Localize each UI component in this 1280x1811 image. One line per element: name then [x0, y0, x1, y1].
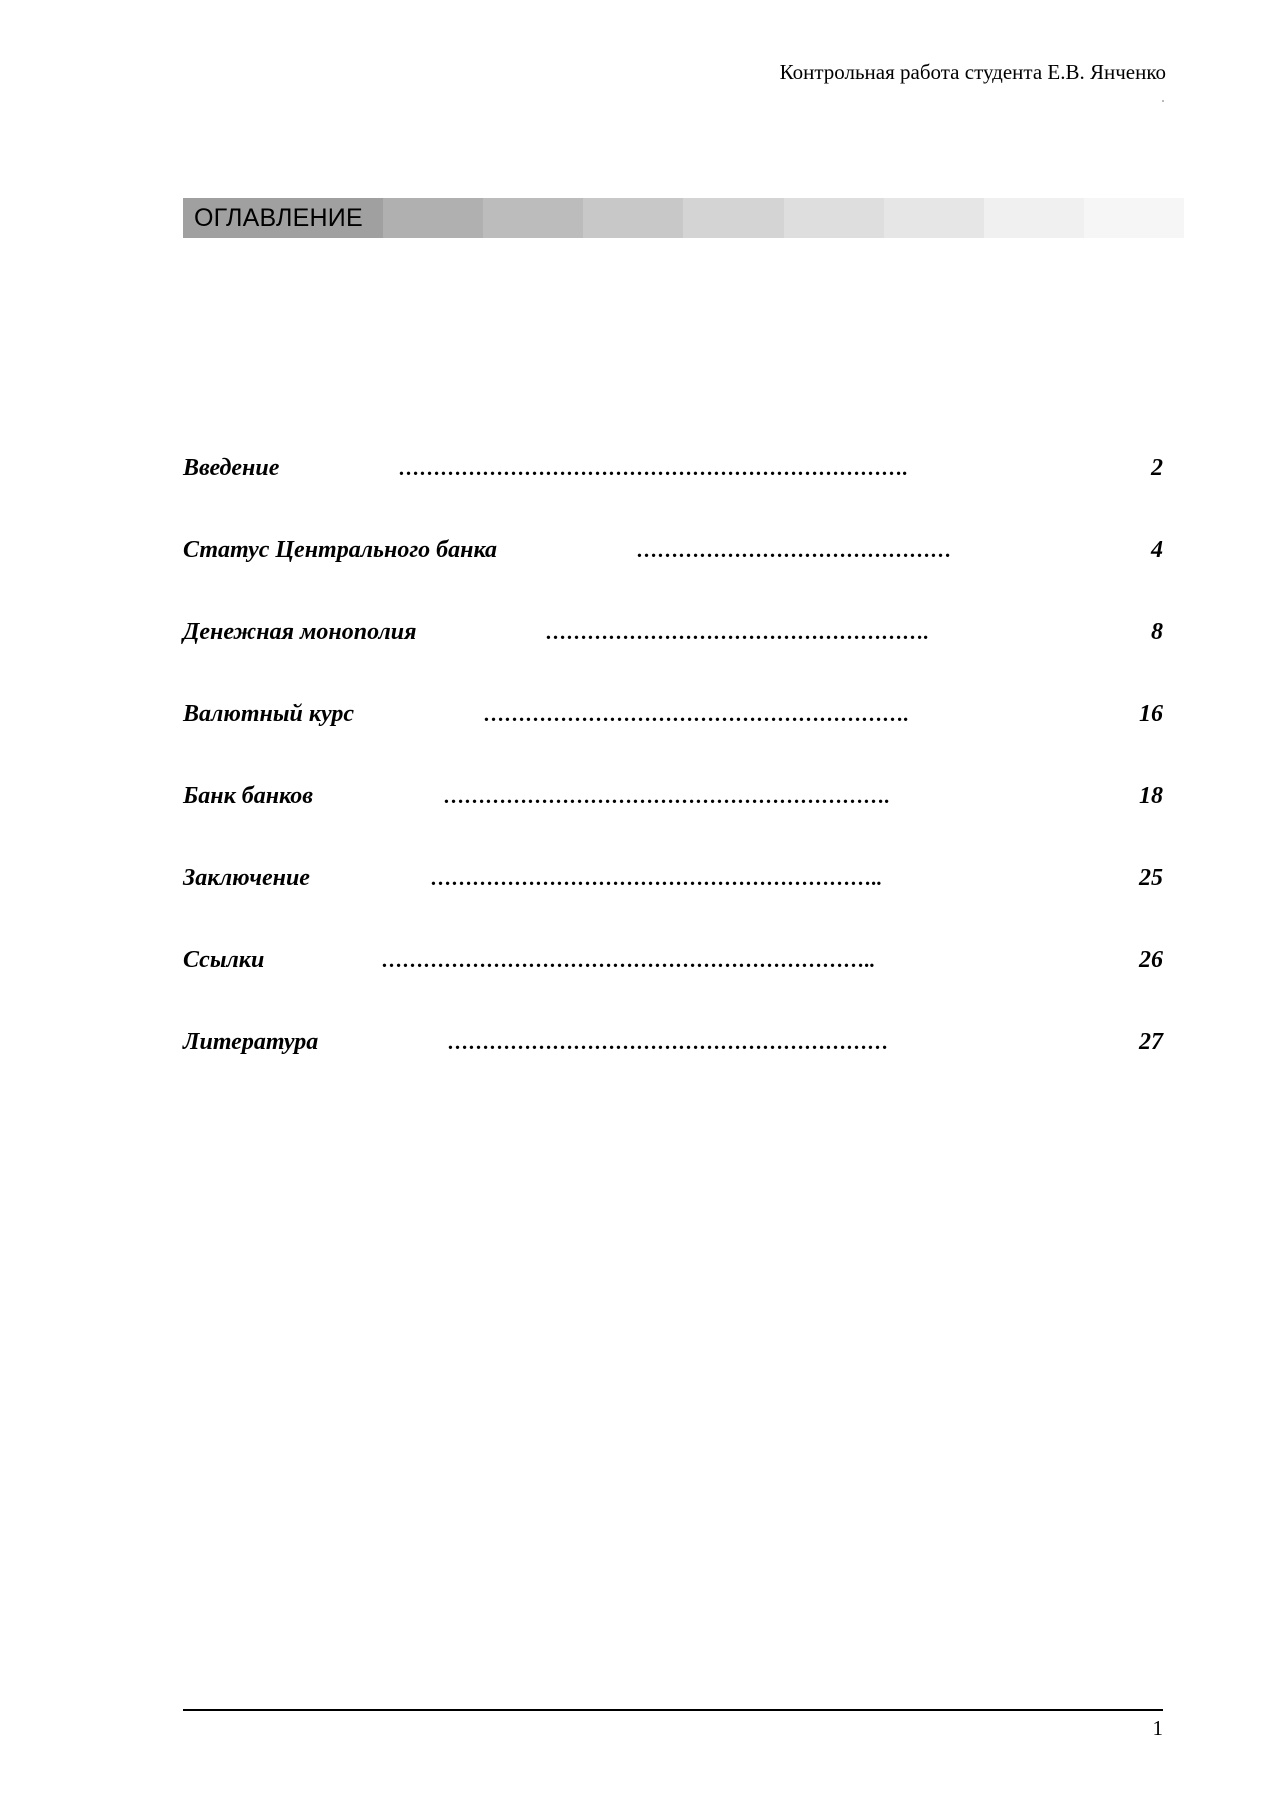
page-number: 1 [1152, 1716, 1163, 1740]
band-segment [1084, 198, 1184, 238]
toc-entry-page: 4 [1151, 537, 1163, 563]
toc-entry-title: Статус Центрального банка [183, 537, 498, 563]
band-segment [784, 198, 884, 238]
toc-entry-title: Литература [183, 1029, 319, 1055]
running-header: Контрольная работа студента Е.В. Янченко [779, 60, 1166, 84]
toc-entry-conclusion[interactable] [0, 858, 1280, 898]
toc-entry-page: 18 [1139, 783, 1163, 809]
toc-entry-leader: ……………………………………… [636, 538, 951, 562]
toc-entry-title: Денежная монополия [183, 619, 417, 645]
toc-entry-page: 8 [1151, 619, 1163, 645]
toc-entry-leader: ……………………………………………………….. [430, 866, 882, 890]
toc-heading: ОГЛАВЛЕНИЕ [194, 204, 363, 232]
toc-entry-page: 25 [1139, 865, 1163, 891]
toc-entry-page: 16 [1139, 701, 1163, 727]
toc-entry-exchange-rate[interactable] [0, 694, 1280, 734]
toc-entry-title: Ссылки [183, 947, 265, 973]
toc-entry-title: Введение [183, 455, 280, 481]
toc-entry-introduction[interactable] [0, 448, 1280, 488]
toc-entry-leader: ……………………………………………………… [447, 1030, 888, 1054]
toc-entry-leader: ………………………………………………………. [443, 784, 890, 808]
toc-entry-money-monopoly[interactable] [0, 612, 1280, 652]
toc-entry-leader: ………………………………………………………………. [398, 456, 908, 480]
toc-entry-page: 27 [1139, 1029, 1163, 1055]
band-segment [683, 198, 783, 238]
toc-entry-leader: ………………………………………………. [545, 620, 929, 644]
toc-entry-title: Заключение [183, 865, 310, 891]
toc-entry-page: 2 [1151, 455, 1163, 481]
toc-entry-leader: ……………………………………………………. [483, 702, 909, 726]
toc-entry-bank-of-banks[interactable] [0, 776, 1280, 816]
toc-entry-title: Банк банков [183, 783, 314, 809]
band-segment [984, 198, 1084, 238]
header-dot [1162, 100, 1164, 102]
toc-entry-title: Валютный курс [183, 701, 354, 727]
toc-entry-central-bank-status[interactable] [0, 530, 1280, 570]
toc-entry-leader: …………………………………………………………….. [381, 948, 875, 972]
band-segment [884, 198, 984, 238]
band-segment [583, 198, 683, 238]
band-segment [483, 198, 583, 238]
footer-rule [183, 1709, 1163, 1711]
toc-entry-literature[interactable] [0, 1022, 1280, 1062]
band-segment [383, 198, 483, 238]
toc-entry-references[interactable] [0, 940, 1280, 980]
toc-entry-page: 26 [1139, 947, 1163, 973]
